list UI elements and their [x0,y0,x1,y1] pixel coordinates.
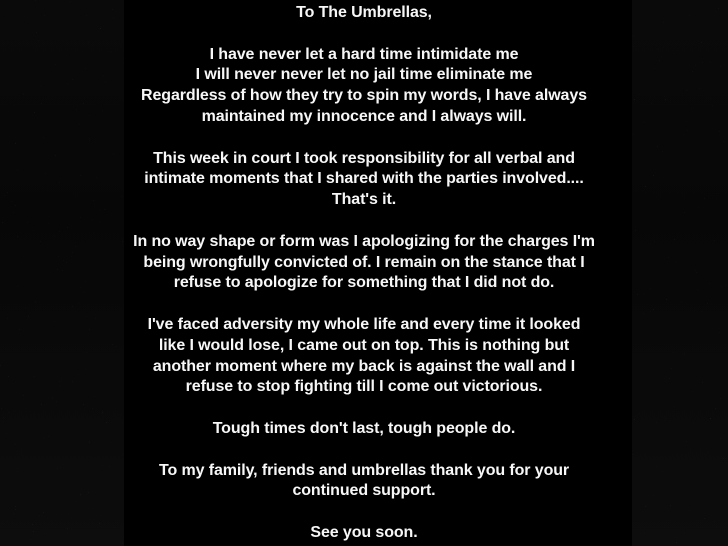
statement-line: Tough times don't last, tough people do. [212,419,516,437]
statement-line: continued support. [292,482,436,500]
statement-paragraph [0,461,728,503]
statement-line: In no way shape or form was I apologizing for the charges I'm [133,232,595,250]
statement-paragraph [0,419,728,440]
statement-paragraph [0,3,728,24]
statement-line: like I would lose, I came out on top. This is nothing but [158,336,570,354]
statement-line: refuse to stop fighting till I come out victorious. [185,378,543,396]
statement-paragraph [0,45,728,128]
statement-line: refuse to apologize for something that I did not do. [173,274,555,292]
statement-line: To my family, friends and umbrellas thank you for your [158,461,570,479]
statement-paragraph [0,315,728,398]
statement-line: I will never never let no jail time eliminate me [195,66,533,84]
statement-line: I have never let a hard time intimidate me [209,45,519,63]
statement-line: This week in court I took responsibility for all verbal and [153,149,575,167]
statement-line: To The Umbrellas, [296,4,432,21]
statement-line: I've faced adversity my whole life and every time it looked [147,315,581,333]
statement-line: maintained my innocence and I always will. [201,107,527,125]
statement-paragraph [0,232,728,294]
statement-line: See you soon. [310,523,418,541]
statement-paragraph [0,149,728,211]
statement-line: intimate moments that I shared with the parties involved.... [144,170,584,188]
statement-line: being wrongfully convicted of. I remain on the stance that I [143,253,585,271]
statement-line: Regardless of how they try to spin my words, I have always [141,87,587,105]
statement-paragraph [0,523,728,544]
statement-line: another moment where my back is against the wall and I [152,357,576,375]
statement-line: That's it. [331,191,397,209]
